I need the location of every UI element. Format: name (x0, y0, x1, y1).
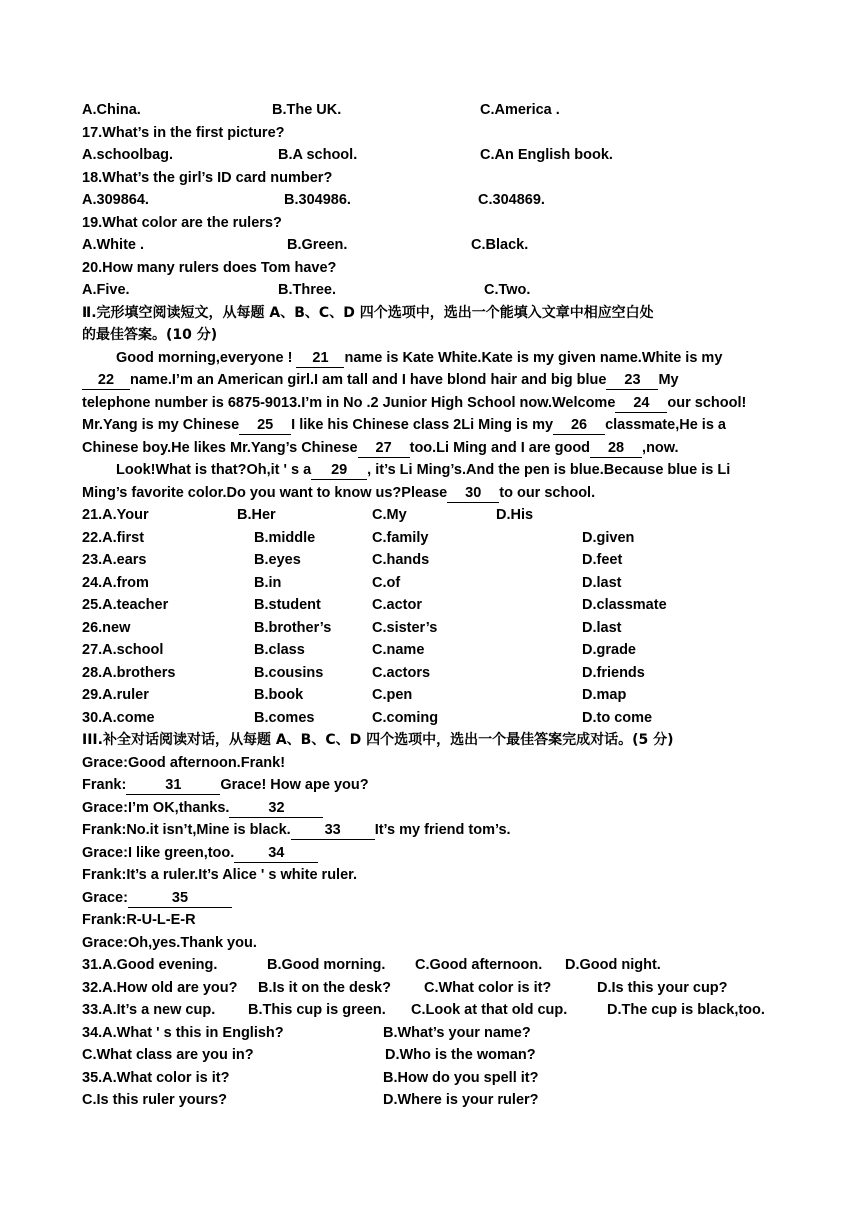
passage-text: Chinese boy.He likes Mr.Yang’s Chinese (82, 439, 358, 456)
option-c: C.name (372, 642, 425, 658)
option-d: D.last (582, 619, 622, 636)
blank-29[interactable]: 29 (311, 462, 367, 480)
option-d: D.to come (582, 709, 653, 726)
blank-28[interactable]: 28 (590, 440, 642, 458)
section-3-heading: III.补全对话阅读对话，从每题 A、B、C、D 四个选项中，选出一个最佳答案完成对话。(5 分) (82, 732, 674, 748)
option-b: B.book (254, 687, 304, 703)
option-c: C.304869. (478, 192, 545, 208)
dialogue-text: Frank:No.it isn’t,Mine is black. (82, 822, 291, 838)
passage-text: I like his Chinese class 2Li Ming is my (291, 417, 554, 433)
option-c: C.Look at that old cup. (411, 1002, 568, 1018)
passage-text: Ming’s favorite color.Do you want to know us?Please (82, 484, 448, 501)
option-b: B.What’s your name? (383, 1024, 531, 1041)
option-d: D.map (582, 687, 627, 703)
option-a: 24.A.from (82, 574, 149, 591)
question-20-options (82, 279, 782, 302)
option-c: C.America . (480, 102, 560, 118)
option-c: C.actor (372, 597, 422, 613)
dialogue-line-9: Grace:Oh,yes.Thank you. (82, 934, 257, 951)
option-b: B.The UK. (272, 102, 342, 118)
question-33-options (82, 999, 782, 1022)
option-b: B.eyes (254, 552, 301, 568)
question-34-options-row-1 (82, 1022, 782, 1045)
option-c: C.actors (372, 664, 431, 681)
option-b: B.A school. (278, 147, 358, 163)
option-b: B.brother’s (254, 619, 332, 636)
option-a: 30.A.come (82, 709, 155, 726)
option-a: 32.A.How old are you? (82, 979, 238, 996)
blank-26[interactable]: 26 (553, 417, 605, 435)
blank-25[interactable]: 25 (239, 417, 291, 435)
option-d: D.last (582, 574, 622, 591)
speaker-text: Grace: (82, 889, 128, 906)
cloze-option-row (82, 662, 782, 685)
question-19: 19.What color are the rulers? (82, 214, 282, 231)
blank-32[interactable]: 32 (229, 800, 323, 818)
passage-line-5 (82, 437, 782, 460)
option-d: D.The cup is black,too. (607, 1002, 765, 1018)
question-17-options (82, 144, 782, 167)
option-a: A.Five. (82, 282, 130, 298)
passage-line-6 (82, 459, 782, 482)
passage-text: , it’s Li Ming’s.And the pen is blue.Because blue is Li (367, 462, 731, 478)
option-c: C.My (372, 507, 407, 523)
option-a: 29.A.ruler (82, 687, 149, 703)
dialogue-line-4 (82, 819, 782, 842)
dialogue-line-8: Frank:R-U-L-E-R (82, 912, 196, 928)
blank-23[interactable]: 23 (606, 372, 658, 390)
option-b: B.Three. (278, 282, 337, 298)
option-a: A.309864. (82, 192, 149, 208)
cloze-option-row (82, 594, 782, 617)
dialogue-line-6: Frank:It’s a ruler.It’s Alice ' s white ruler. (82, 867, 358, 883)
option-c: C.sister’s (372, 619, 438, 636)
question-17: 17.What’s in the first picture? (82, 124, 285, 141)
passage-text: Mr.Yang is my Chinese (82, 417, 240, 433)
passage-line-3 (82, 392, 782, 415)
blank-21[interactable]: 21 (296, 350, 344, 368)
option-c: C.What color is it? (424, 979, 552, 996)
option-a: 34.A.What ' s this in English? (82, 1024, 284, 1041)
dialogue-line-2 (82, 774, 782, 797)
option-c: C.family (372, 529, 429, 546)
cloze-option-row (82, 617, 782, 640)
option-b: B.comes (254, 709, 315, 726)
option-c: C.Two. (484, 282, 531, 298)
blank-22[interactable]: 22 (82, 372, 130, 390)
option-d: D.Good night. (565, 957, 661, 973)
section-2-heading: Ⅱ.完形填空阅读短文，从每题 A、B、C、D 四个选项中，选出一个能填入文章中相应空白处 (82, 304, 654, 321)
cloze-options (82, 504, 782, 729)
option-d: D.feet (582, 552, 623, 568)
dialogue-line-7 (82, 887, 782, 910)
cloze-option-row (82, 707, 782, 730)
blank-31[interactable]: 31 (126, 777, 220, 795)
blank-24[interactable]: 24 (615, 395, 667, 413)
dialogue-text: Grace:I like green,too. (82, 844, 235, 861)
dialogue-line-5 (82, 842, 782, 865)
passage-text: Look!What is that?Oh,it ' s a (116, 462, 312, 478)
passage-text: ,now. (642, 439, 679, 456)
option-b: B.304986. (284, 192, 351, 208)
option-a: 31.A.Good evening. (82, 957, 218, 973)
cloze-option-row (82, 527, 782, 550)
option-b: B.student (254, 597, 321, 613)
cloze-option-row (82, 639, 782, 662)
option-c: C.Is this ruler yours? (82, 1092, 228, 1108)
option-d: D.grade (582, 642, 636, 658)
option-a: 25.A.teacher (82, 597, 169, 613)
dialogue-text: Grace! How ape you? (220, 777, 369, 793)
passage-text: to our school. (499, 484, 596, 501)
question-19-options (82, 234, 782, 257)
option-d: D.Is this your cup? (597, 979, 728, 996)
option-a: 22.A.first (82, 529, 145, 546)
question-16-options (82, 99, 782, 122)
passage-text: telephone number is 6875-9013.I’m in No .2 Junior High School now.Welcome (82, 394, 616, 411)
question-31-options (82, 954, 782, 977)
option-a: A.China. (82, 102, 141, 118)
question-18-options (82, 189, 782, 212)
passage-text: name.I’m an American girl.I am tall and I have blond hair and big blue (130, 372, 607, 388)
blank-30[interactable]: 30 (447, 485, 499, 503)
passage-text: Good morning,everyone ! (116, 349, 293, 366)
dialogue-text: It’s my friend tom’s. (374, 822, 511, 838)
option-d: D.friends (582, 664, 645, 681)
option-d: D.given (582, 529, 635, 546)
option-a: 26.new (82, 619, 131, 636)
dialogue-line-3 (82, 797, 782, 820)
option-c: C.Black. (471, 237, 529, 253)
passage-text: too.Li Ming and I are good (409, 439, 591, 456)
option-b: B.in (254, 574, 282, 591)
question-20: 20.How many rulers does Tom have? (82, 259, 337, 276)
option-d: D.Where is your ruler? (383, 1092, 539, 1108)
option-b: B.Her (237, 507, 276, 523)
cloze-option-row (82, 504, 782, 527)
option-c: C.hands (372, 552, 430, 568)
blank-35[interactable]: 35 (128, 890, 232, 908)
passage-text: classmate,He is a (605, 417, 726, 433)
question-32-options (82, 977, 782, 1000)
option-c: C.An English book. (480, 147, 613, 163)
option-b: B.middle (254, 529, 316, 546)
option-b: B.This cup is green. (248, 1002, 386, 1018)
passage-text: our school! (667, 394, 747, 411)
question-34-options-row-2 (82, 1044, 782, 1067)
blank-34[interactable]: 34 (234, 845, 318, 863)
cloze-option-row (82, 549, 782, 572)
option-b: B.How do you spell it? (383, 1069, 539, 1086)
option-c: C.of (372, 574, 401, 591)
exam-page (82, 99, 782, 1112)
passage-line-4 (82, 414, 782, 437)
blank-27[interactable]: 27 (358, 440, 410, 458)
option-a: A.schoolbag. (82, 147, 174, 163)
section-2-heading-cont: 的最佳答案。(10 分) (82, 327, 218, 343)
question-35-options-row-1 (82, 1067, 782, 1090)
option-d: D.classmate (582, 597, 667, 613)
option-b: B.Good morning. (267, 957, 386, 973)
option-a: 21.A.Your (82, 507, 149, 523)
option-b: B.Green. (287, 237, 348, 253)
option-b: B.class (254, 642, 305, 658)
cloze-option-row (82, 684, 782, 707)
dialogue-line-1: Grace:Good afternoon.Frank! (82, 754, 286, 771)
question-35-options-row-2 (82, 1089, 782, 1112)
option-a: 27.A.school (82, 642, 164, 658)
option-c: C.coming (372, 709, 439, 726)
passage-text: My (658, 372, 679, 388)
option-b: B.cousins (254, 664, 324, 681)
passage-text: name is Kate White.Kate is my given name.White is my (344, 349, 723, 366)
blank-33[interactable]: 33 (291, 822, 375, 840)
option-a: 28.A.brothers (82, 664, 176, 681)
option-c: C.pen (372, 687, 413, 703)
question-18: 18.What’s the girl’s ID card number? (82, 169, 333, 186)
passage-line-2 (82, 369, 782, 392)
dialogue-text: Grace:I’m OK,thanks. (82, 799, 230, 816)
option-d: D.His (496, 507, 534, 523)
option-c: C.Good afternoon. (415, 957, 543, 973)
option-c: C.What class are you in? (82, 1047, 254, 1063)
passage-line-1 (82, 347, 782, 370)
option-a: 33.A.It’s a new cup. (82, 1002, 216, 1018)
option-b: B.Is it on the desk? (258, 979, 391, 996)
option-a: 23.A.ears (82, 552, 147, 568)
speaker-text: Frank: (82, 777, 127, 793)
option-a: 35.A.What color is it? (82, 1069, 230, 1086)
option-d: D.Who is the woman? (385, 1047, 536, 1063)
option-a: A.White . (82, 237, 145, 253)
cloze-option-row (82, 572, 782, 595)
passage-line-7 (82, 482, 782, 505)
